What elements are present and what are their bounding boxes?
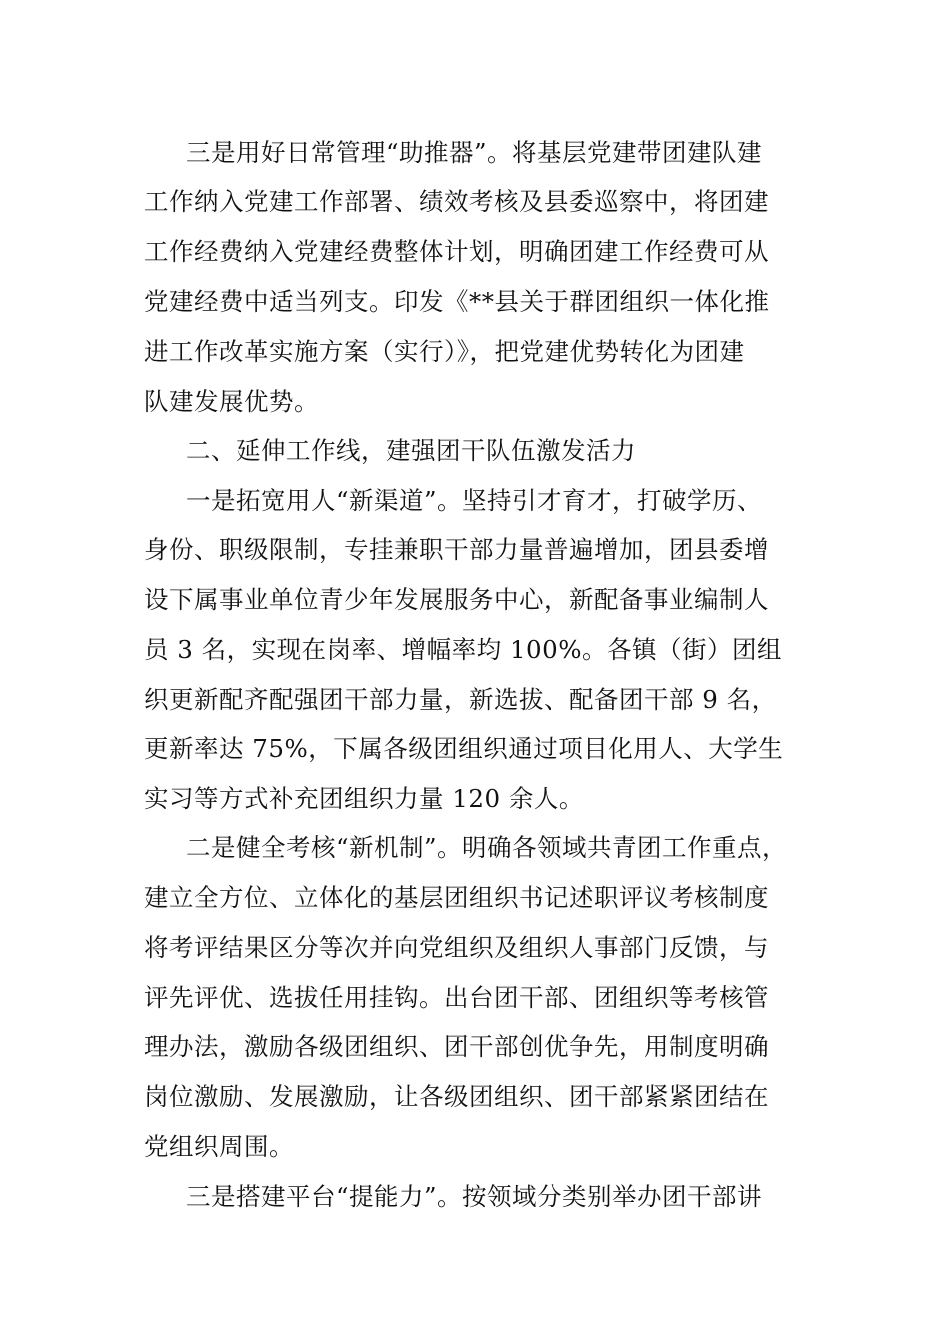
text-line: 员 3 名，实现在岗率、增幅率均 100%。各镇（街）团组 xyxy=(144,635,782,664)
text-line: 队建发展优势。 xyxy=(144,387,319,416)
text-line: 党建经费中适当列支。印发《**县关于群团组织一体化推 xyxy=(144,287,770,316)
text-line: 评先评优、选拔任用挂钩。出台团干部、团组织等考核管 xyxy=(144,983,769,1012)
text-line: 工作纳入党建工作部署、绩效考核及县委巡察中，将团建 xyxy=(144,187,769,216)
text-line: 三是用好日常管理“助推器”。将基层党建带团建队建 xyxy=(186,138,763,167)
text-line: 二是健全考核“新机制”。明确各领域共青团工作重点， xyxy=(186,833,788,862)
text-line: 进工作改革实施方案（实行）》，把党建优势转化为团建 xyxy=(144,337,745,366)
text-line: 三是搭建平台“提能力”。按领域分类别举办团干部讲 xyxy=(186,1182,763,1211)
text-line: 织更新配齐配强团干部力量，新选拔、配备团干部 9 名， xyxy=(144,685,777,714)
section-heading: 二、延伸工作线，建强团干队伍激发活力 xyxy=(186,436,636,465)
text-line: 建立全方位、立体化的基层团组织书记述职评议考核制度 xyxy=(144,883,769,912)
text-line: 一是拓宽用人“新渠道”。坚持引才育才，打破学历、 xyxy=(186,486,763,515)
text-line: 设下属事业单位青少年发展服务中心，新配备事业编制人 xyxy=(144,585,769,614)
text-line: 实习等方式补充团组织力量 120 余人。 xyxy=(144,784,584,813)
text-line: 岗位激励、发展激励，让各级团组织、团干部紧紧团结在 xyxy=(144,1082,769,1111)
text-line: 更新率达 75%，下属各级团组织通过项目化用人、大学生 xyxy=(144,734,784,763)
text-line: 身份、职级限制，专挂兼职干部力量普遍增加，团县委增 xyxy=(144,535,769,564)
text-line: 党组织周围。 xyxy=(144,1132,294,1161)
text-line: 工作经费纳入党建经费整体计划，明确团建工作经费可从 xyxy=(144,237,769,266)
text-line: 理办法，激励各级团组织、团干部创优争先，用制度明确 xyxy=(144,1032,769,1061)
text-line: 将考评结果区分等次并向党组织及组织人事部门反馈，与 xyxy=(144,933,769,962)
